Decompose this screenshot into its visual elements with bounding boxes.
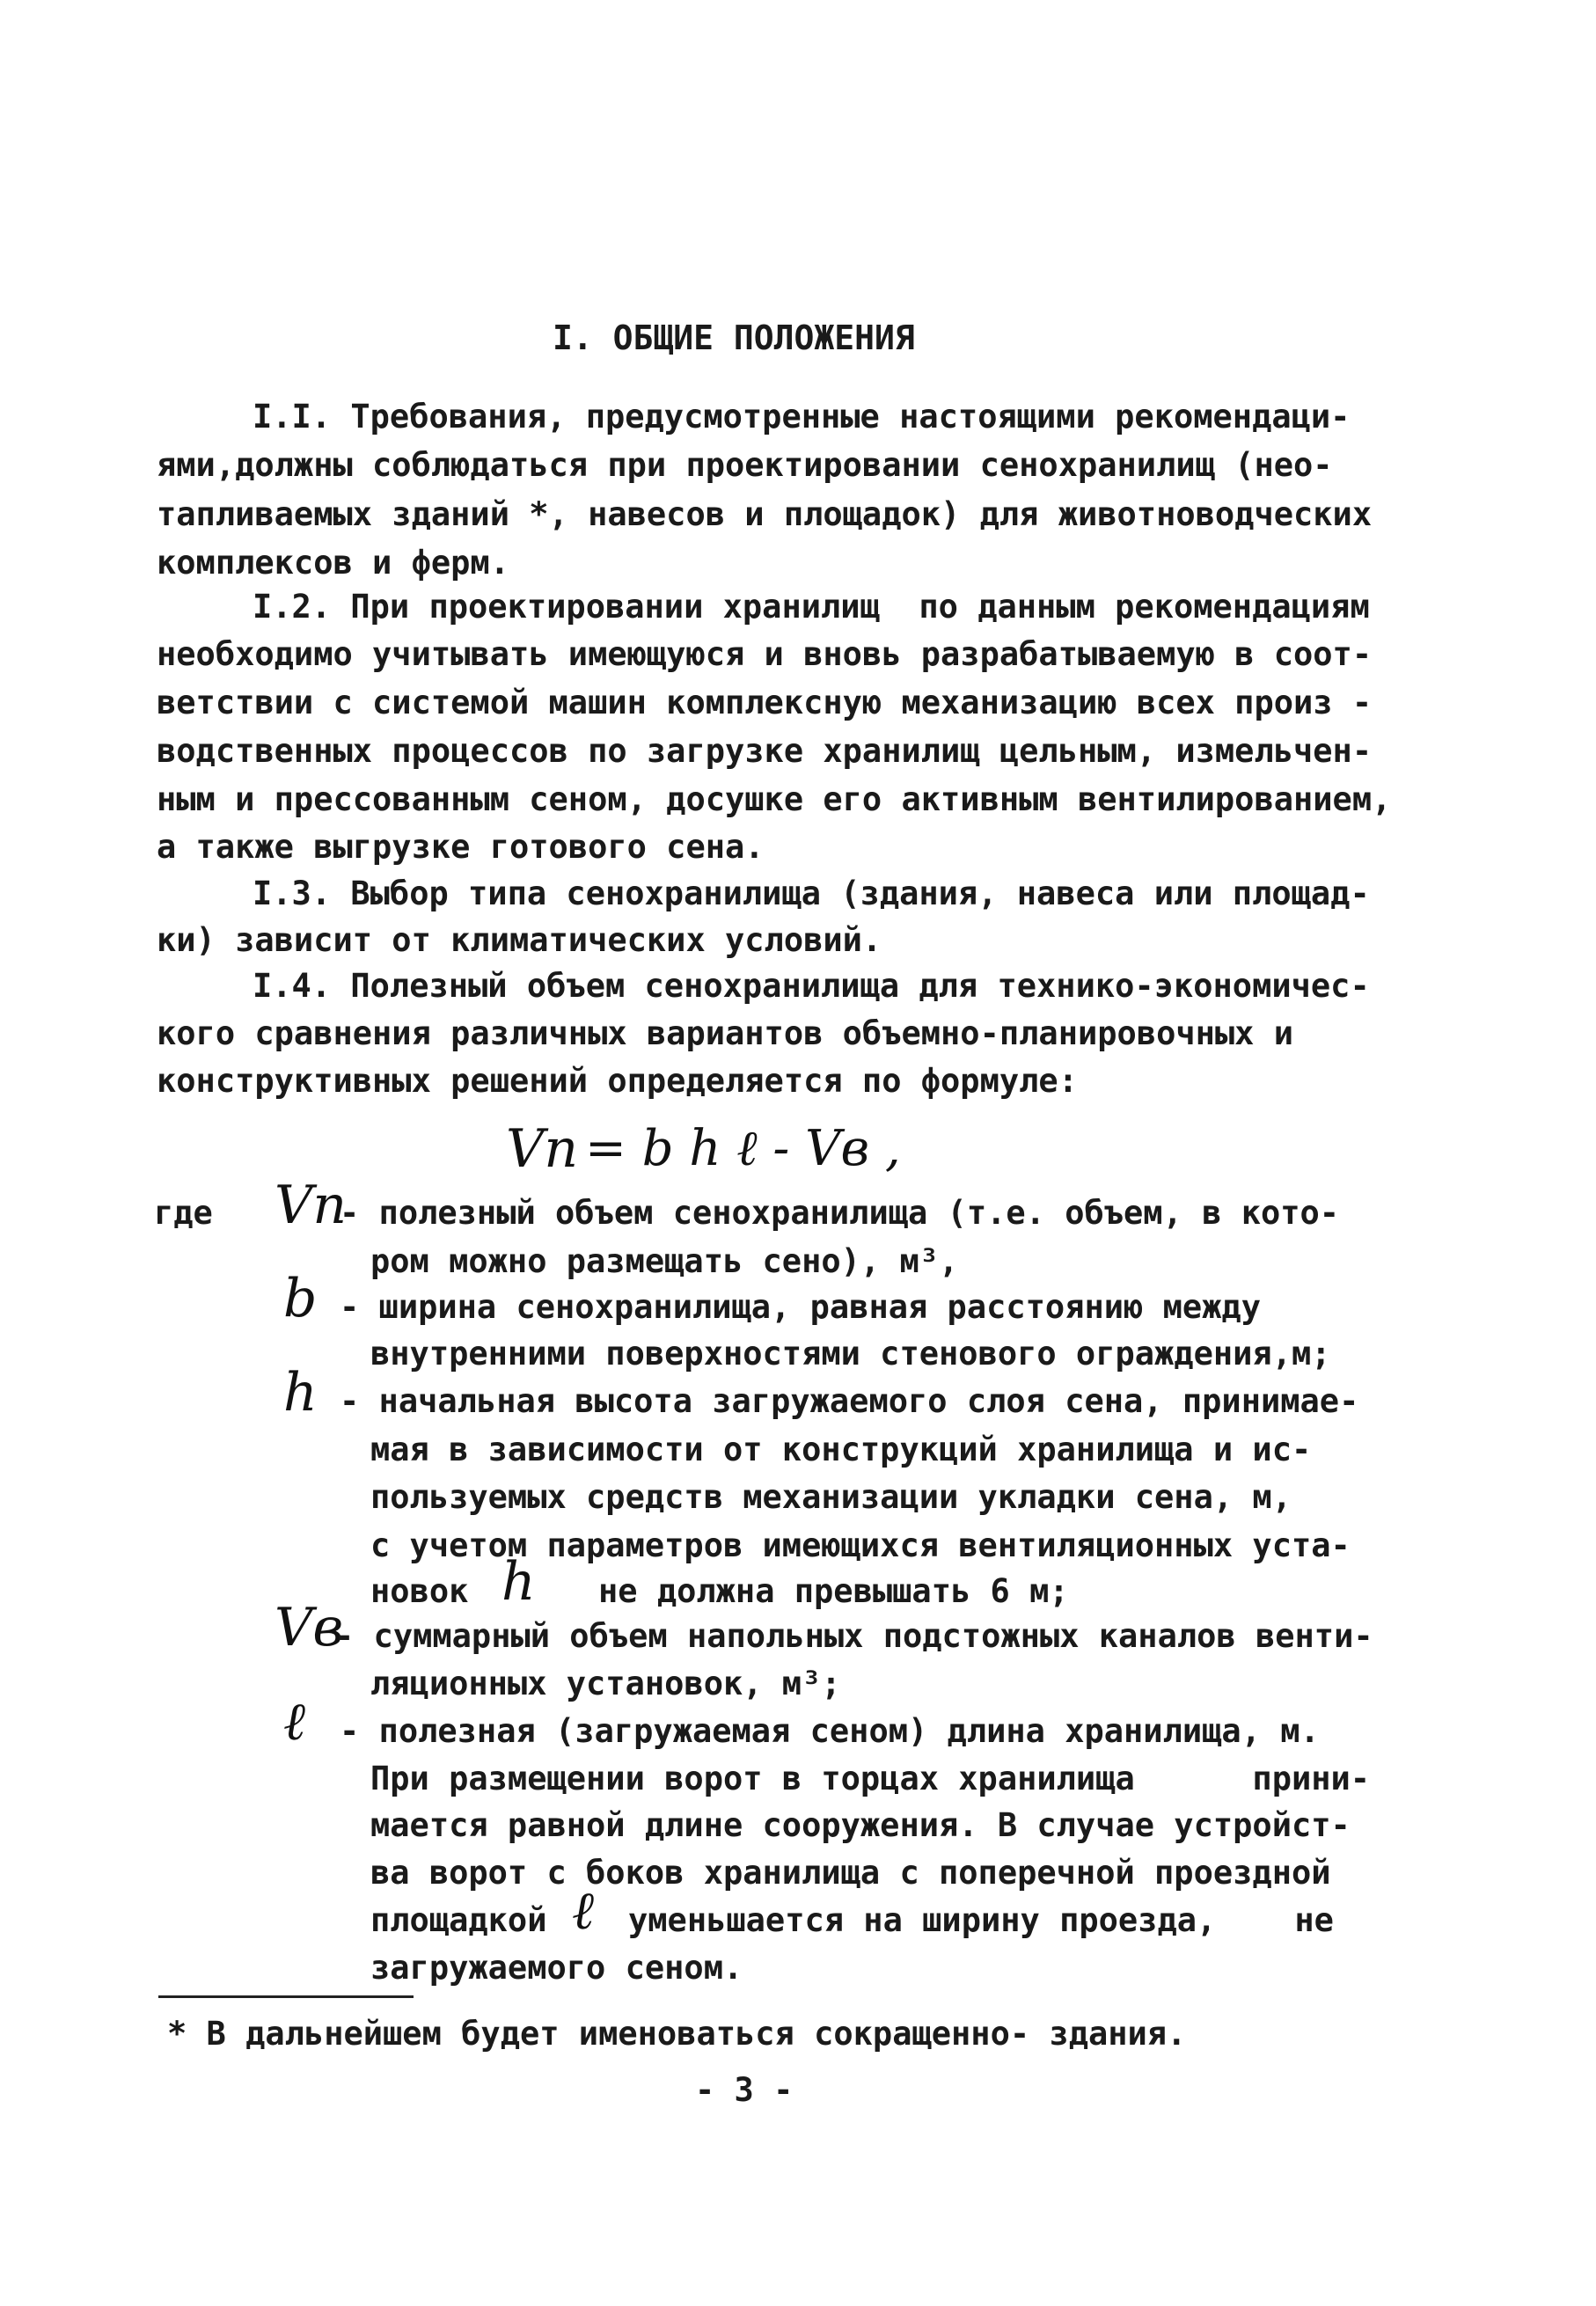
vp-symbol: Vп <box>275 1175 347 1236</box>
footnote-rule <box>158 1995 414 1998</box>
definition-line: - полезный объем сенохранилища (т.е. объем, в кото- <box>340 1194 1340 1232</box>
definition-line: - ширина сенохранилища, равная расстоянию между <box>340 1288 1261 1326</box>
page-number: - 3 - <box>695 2071 794 2109</box>
paragraph-line: I.4. Полезный объем сенохранилища для технико-экономичес- <box>253 967 1370 1005</box>
paragraph-line: ями,должны соблюдаться при проектировании сенохранилищ (нео- <box>157 446 1333 484</box>
definition-line: ром можно размещать сено), м³, <box>370 1242 959 1280</box>
definition-line: ва ворот с боков хранилища с поперечной проездной <box>370 1854 1331 1892</box>
definition-line: внутренними поверхностями стенового ограждения,м; <box>370 1335 1331 1373</box>
definition-line: - начальная высота загружаемого слоя сена, принимае- <box>340 1382 1359 1420</box>
definition-line: новок <box>370 1572 469 1610</box>
h-symbol: h <box>283 1362 318 1424</box>
definition-line: пользуемых средств механизации укладки сена, м, <box>370 1478 1292 1516</box>
l-symbol-inline: ℓ <box>572 1880 594 1942</box>
vv-symbol: Vв <box>275 1597 344 1658</box>
definition-line: ляционных установок, м³; <box>370 1665 841 1702</box>
definition-line: не должна превышать 6 м; <box>598 1572 1069 1610</box>
paragraph-line: тапливаемых зданий *, навесов и площадок) для животноводческих <box>157 495 1373 533</box>
definition-line: площадкой <box>370 1901 547 1939</box>
definition-line: с учетом параметров имеющихся вентиляционных уста- <box>370 1526 1351 1564</box>
paragraph-line: I.I. Требования, предусмотренные настоящими рекомендаци- <box>253 398 1351 436</box>
formula-lhs: Vп <box>506 1118 578 1180</box>
b-symbol: b <box>283 1268 318 1329</box>
paragraph-line: водственных процессов по загрузке хранилищ цельным, измельчен- <box>157 732 1373 770</box>
definition-line: - полезная (загружаемая сеном) длина хранилища, м. <box>340 1712 1320 1750</box>
paragraph-line: ки) зависит от климатических условий. <box>157 921 882 959</box>
paragraph-line: I.2. При проектировании хранилищ по данным рекомендациям <box>253 588 1370 626</box>
definition-line: При размещении ворот в торцах хранилища прини- <box>370 1760 1371 1797</box>
paragraph-line: ным и прессованным сеном, досушке его активным вентилированием, <box>157 780 1392 818</box>
l-symbol: ℓ <box>283 1691 305 1753</box>
where-label: где <box>154 1194 213 1232</box>
paragraph-line: необходимо учитывать имеющуюся и вновь разрабатываемую в соот- <box>157 635 1373 673</box>
paragraph-line: конструктивных решений определяется по формуле: <box>157 1062 1078 1100</box>
paragraph-line: кого сравнения различных вариантов объемно-планировочных и <box>157 1014 1294 1052</box>
paragraph-line: I.3. Выбор типа сенохранилища (здания, навеса или площад- <box>253 875 1370 912</box>
definition-line: загружаемого сеном. <box>370 1949 743 1987</box>
paragraph-line: комплексов и ферм. <box>157 544 509 582</box>
paragraph-line: а также выгрузке готового сена. <box>157 828 765 866</box>
footnote: * В дальнейшем будет именоваться сокращенно- здания. <box>167 2015 1187 2053</box>
definition-line: мая в зависимости от конструкций хранилища и ис- <box>370 1431 1312 1468</box>
h-symbol-inline: h <box>501 1551 536 1613</box>
definition-line: мается равной длине сооружения. В случае устройст- <box>370 1806 1351 1844</box>
definition-line: уменьшается на ширину проезда, не <box>628 1901 1334 1939</box>
section-heading: I. ОБЩИЕ ПОЛОЖЕНИЯ <box>553 318 915 357</box>
paragraph-line: ветствии с системой машин комплексную механизацию всех произ - <box>157 684 1373 721</box>
definition-line: - суммарный объем напольных подстожных каналов венти- <box>334 1617 1373 1655</box>
formula-rhs: = b h ℓ - Vв , <box>585 1120 901 1177</box>
